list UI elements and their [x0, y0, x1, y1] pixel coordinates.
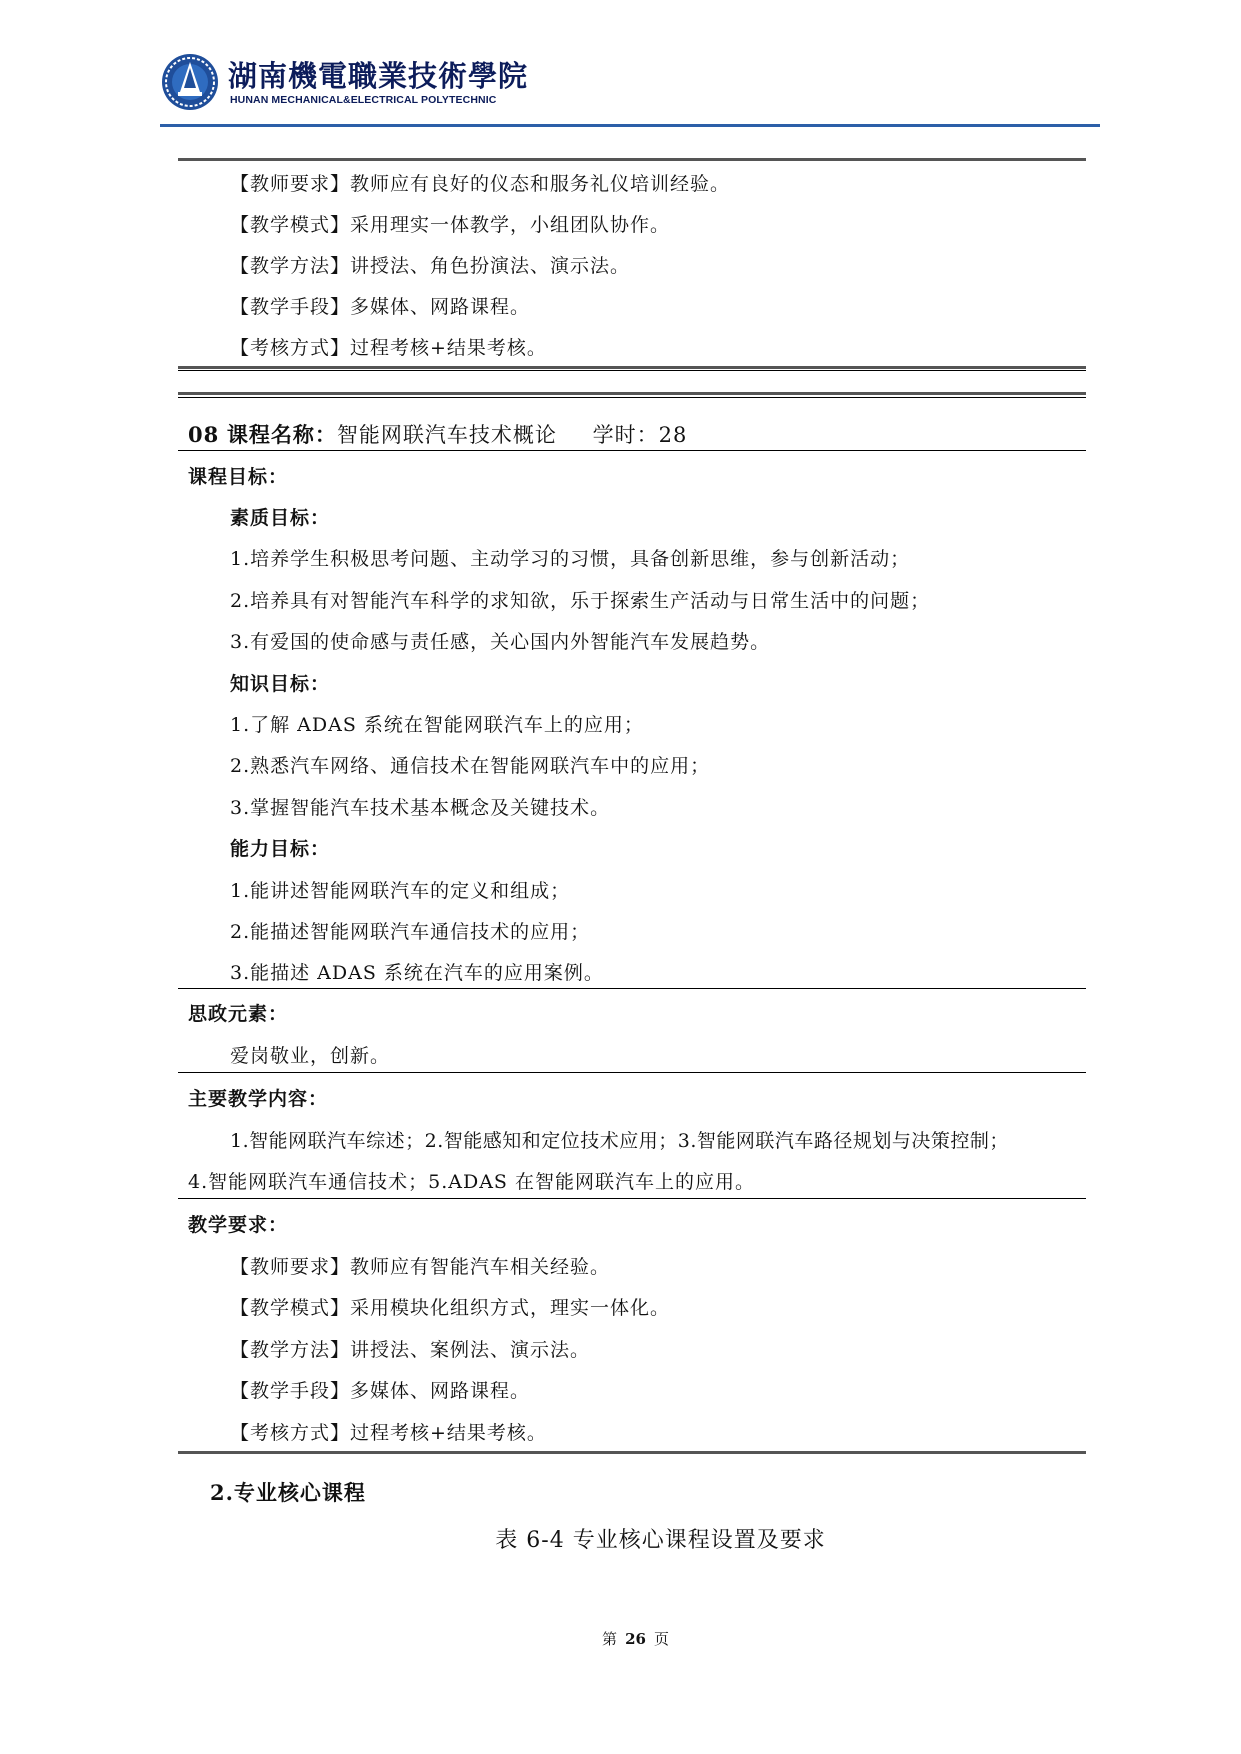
page-footer [0, 1628, 1241, 1649]
course-hours: 28 [658, 423, 688, 447]
knowledge-item: 2.熟悉汽车网络、通信技术在智能网联汽车中的应用； [230, 755, 711, 777]
content-line: 1.智能网联汽车综述；2.智能感知和定位技术应用；3.智能网联汽车路径规划与决策控制； [230, 1130, 1009, 1152]
ideology-rule [178, 1072, 1086, 1073]
knowledge-item: 1.了解 ADAS 系统在智能网联汽车上的应用； [230, 714, 644, 736]
prev-req-assessment: 【考核方式】过程考核+结果考核。 [230, 337, 547, 359]
requirements-label: 教学要求： [188, 1214, 289, 1236]
course-title [188, 420, 687, 450]
table-bottom-rule-inner [178, 370, 1086, 371]
page-header [160, 52, 1100, 127]
page-number: 26 [625, 1630, 646, 1648]
table-caption: 表 6-4 专业核心课程设置及要求 [495, 1528, 826, 1553]
req-teacher: 【教师要求】教师应有智能汽车相关经验。 [230, 1256, 611, 1278]
school-name-en: HUNAN MECHANICAL&ELECTRICAL POLYTECHNIC [230, 94, 497, 106]
ability-label: 能力目标： [230, 838, 331, 860]
content-line: 4.智能网联汽车通信技术；5.ADAS 在智能网联汽车上的应用。 [188, 1171, 755, 1193]
req-method: 【教学方法】讲授法、案例法、演示法。 [230, 1339, 591, 1361]
quality-item: 2.培养具有对智能汽车科学的求知欲，乐于探索生产活动与日常生活中的问题； [230, 590, 931, 612]
content-rule [178, 1198, 1086, 1199]
footer-prefix: 第 [602, 1630, 618, 1648]
prev-req-teacher: 【教师要求】教师应有良好的仪态和服务礼仪培训经验。 [230, 173, 731, 195]
ability-item: 2.能描述智能网联汽车通信技术的应用； [230, 921, 591, 943]
ability-item: 1.能讲述智能网联汽车的定义和组成； [230, 880, 571, 902]
quality-item: 3.有爱国的使命感与责任感，关心国内外智能汽车发展趋势。 [230, 631, 771, 653]
school-name-cn: 湖南機電職業技術學院 [228, 59, 529, 93]
course-top-rule-inner [178, 397, 1086, 398]
objectives-rule [178, 988, 1086, 989]
ability-item: 3.能描述 ADAS 系统在汽车的应用案例。 [230, 962, 604, 984]
table-bottom-rule [178, 366, 1086, 369]
objectives-label: 课程目标： [188, 466, 289, 488]
knowledge-item: 3.掌握智能汽车技术基本概念及关键技术。 [230, 797, 611, 819]
knowledge-label: 知识目标： [230, 673, 331, 695]
footer-suffix: 页 [653, 1630, 669, 1648]
header-rule [160, 124, 1100, 127]
table-top-rule [178, 158, 1086, 161]
prev-req-mode: 【教学模式】采用理实一体教学，小组团队协作。 [230, 214, 671, 236]
req-assessment: 【考核方式】过程考核+结果考核。 [230, 1422, 547, 1444]
course-number: 08 [188, 422, 220, 447]
course-title-rule [178, 450, 1086, 451]
quality-item: 1.培养学生积极思考问题、主动学习的习惯，具备创新思维，参与创新活动； [230, 548, 911, 570]
course-name: 智能网联汽车技术概论 [336, 423, 557, 447]
school-logo-icon [160, 52, 220, 112]
course-name-label: 课程名称： [226, 422, 337, 447]
content-label: 主要教学内容： [188, 1088, 329, 1110]
req-means: 【教学手段】多媒体、网路课程。 [230, 1380, 531, 1402]
ideology-label: 思政元素： [188, 1003, 289, 1025]
ideology-text: 爱岗敬业，创新。 [230, 1045, 391, 1067]
course-bottom-rule [178, 1451, 1086, 1454]
req-mode: 【教学模式】采用模块化组织方式，理实一体化。 [230, 1297, 671, 1319]
quality-label: 素质目标： [230, 507, 331, 529]
course-hours-label: 学时： [592, 423, 659, 447]
prev-req-method: 【教学方法】讲授法、角色扮演法、演示法。 [230, 255, 631, 277]
section-heading: 2.专业核心课程 [210, 1480, 366, 1505]
course-top-rule [178, 392, 1086, 395]
prev-req-means: 【教学手段】多媒体、网路课程。 [230, 296, 531, 318]
